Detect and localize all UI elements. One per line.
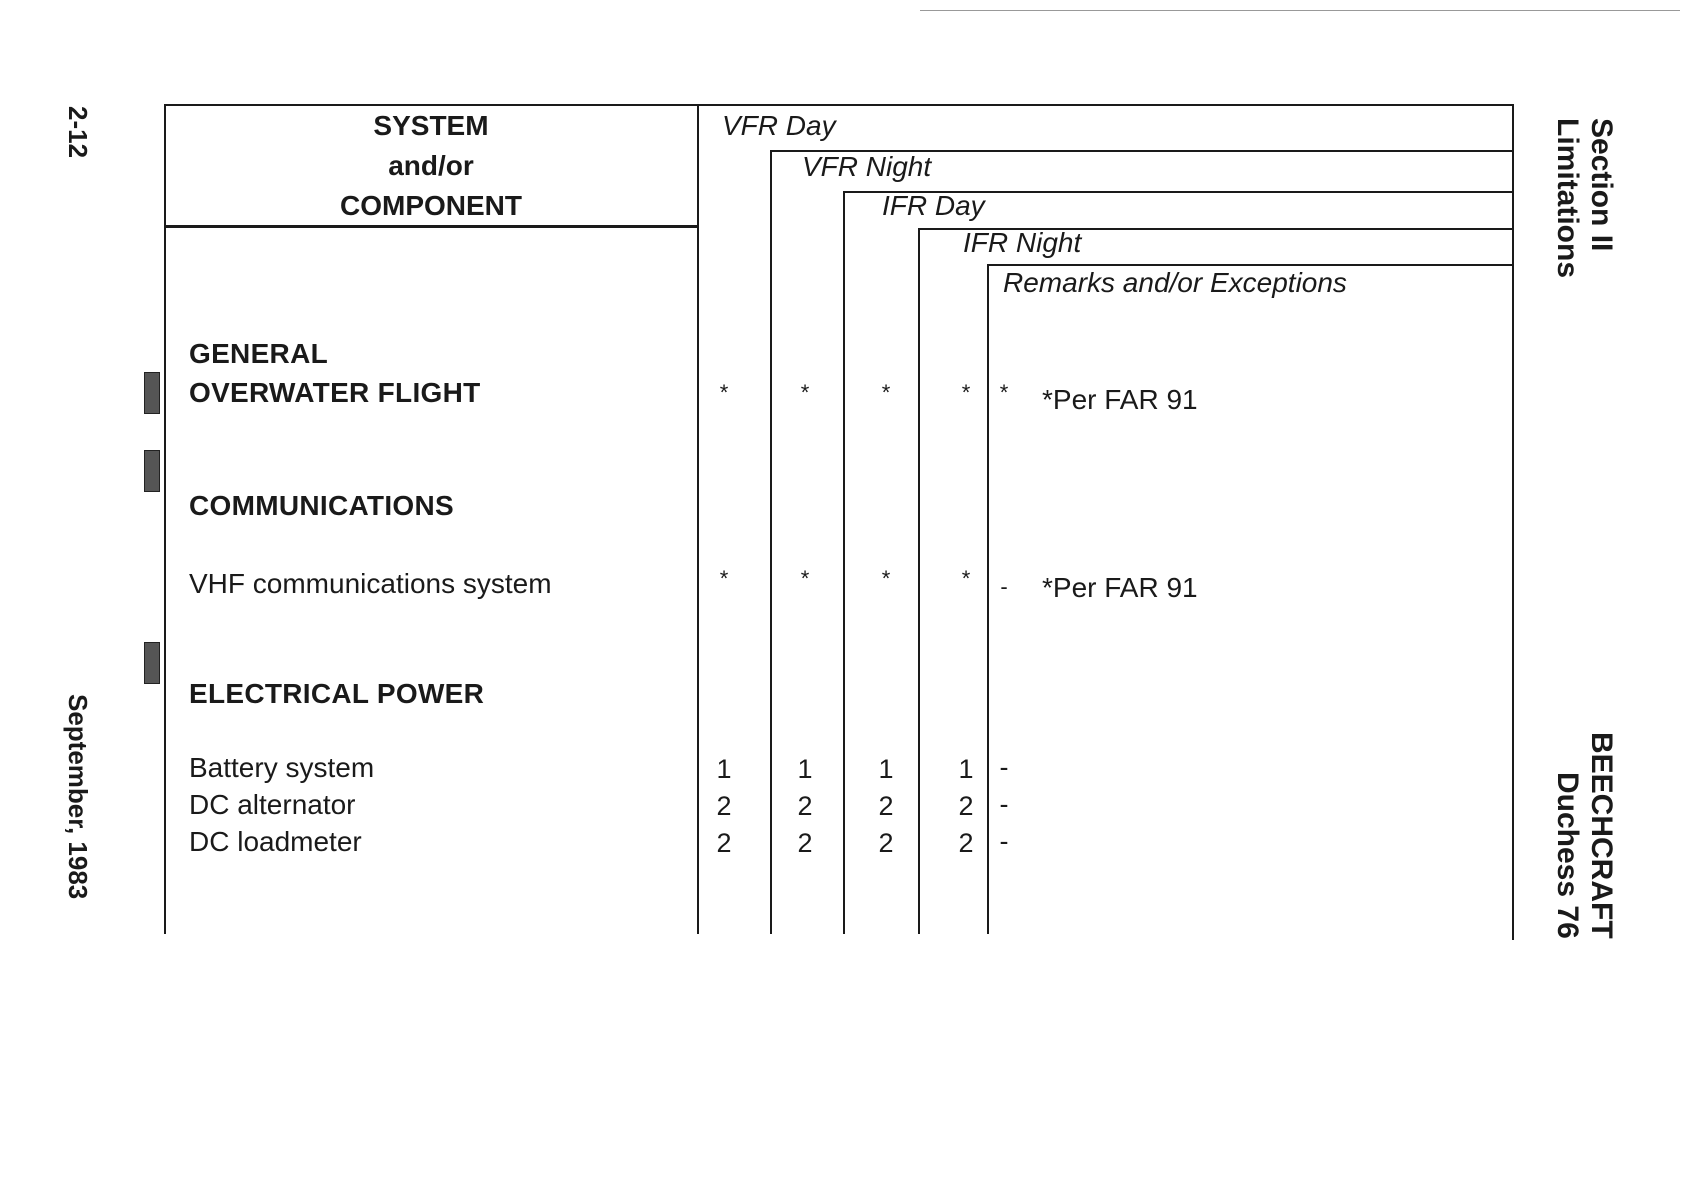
row-label: Battery system xyxy=(189,752,375,783)
cell-ifr-night: 1 xyxy=(958,754,974,784)
column-header-ifr-day: IFR Day xyxy=(882,190,985,221)
cell-vfr-night: * xyxy=(800,566,810,591)
section-title-general: GENERAL xyxy=(189,338,328,369)
column-header-vfr-day: VFR Day xyxy=(722,110,836,141)
cell-ifr-day: 2 xyxy=(878,828,894,858)
cell-ifr-night: * xyxy=(961,566,971,591)
cell-remarks-mark: - xyxy=(999,826,1009,856)
remark-text: *Per FAR 91 xyxy=(1042,384,1198,415)
cell-vfr-day: * xyxy=(719,380,729,405)
revision-bar xyxy=(144,372,160,414)
system-header-line1: SYSTEM xyxy=(373,110,489,141)
cell-ifr-day: 2 xyxy=(878,791,894,821)
page-date: September, 1983 xyxy=(63,694,93,900)
cell-remarks-mark: * xyxy=(999,380,1009,405)
cell-remarks-mark: - xyxy=(999,752,1009,782)
column-header-vfr-night: VFR Night xyxy=(802,151,932,182)
column-header-remarks: Remarks and/or Exceptions xyxy=(1003,267,1347,298)
cell-remarks-mark: - xyxy=(1000,574,1008,599)
model-name: Duchess 76 xyxy=(1551,772,1584,939)
cell-vfr-day: 1 xyxy=(716,754,732,784)
section-title-communications: COMMUNICATIONS xyxy=(189,490,454,521)
section-label: Section II xyxy=(1585,118,1618,252)
cell-ifr-night: 2 xyxy=(958,828,974,858)
cell-vfr-night: 2 xyxy=(797,828,813,858)
top-rule xyxy=(920,10,1680,11)
cell-vfr-day: 2 xyxy=(716,791,732,821)
remark-text: *Per FAR 91 xyxy=(1042,572,1198,603)
row-label: DC loadmeter xyxy=(189,826,362,857)
system-header-line2: and/or xyxy=(388,150,474,181)
section-title-electrical-power: ELECTRICAL POWER xyxy=(189,678,485,709)
page-number: 2-12 xyxy=(63,106,93,159)
brand-name: BEECHCRAFT xyxy=(1585,732,1618,939)
cell-remarks-mark: - xyxy=(999,789,1009,819)
cell-vfr-night: 1 xyxy=(797,754,813,784)
cell-ifr-day: * xyxy=(881,566,891,591)
row-label: VHF communications system xyxy=(189,568,552,599)
cell-vfr-night: 2 xyxy=(797,791,813,821)
cell-ifr-day: 1 xyxy=(878,754,894,784)
cell-vfr-day: * xyxy=(719,566,729,591)
section-title: Limitations xyxy=(1551,118,1584,279)
row-label: DC alternator xyxy=(189,789,356,820)
cell-ifr-night: 2 xyxy=(958,791,974,821)
revision-bar xyxy=(144,642,160,684)
cell-vfr-day: 2 xyxy=(716,828,732,858)
section-title-overwater-flight: OVERWATER FLIGHT xyxy=(189,377,481,408)
cell-vfr-night: * xyxy=(800,380,810,405)
system-header-line3: COMPONENT xyxy=(340,190,522,221)
revision-bar xyxy=(144,450,160,492)
cell-ifr-night: * xyxy=(961,380,971,405)
cell-ifr-day: * xyxy=(881,380,891,405)
column-header-ifr-night: IFR Night xyxy=(963,227,1082,258)
